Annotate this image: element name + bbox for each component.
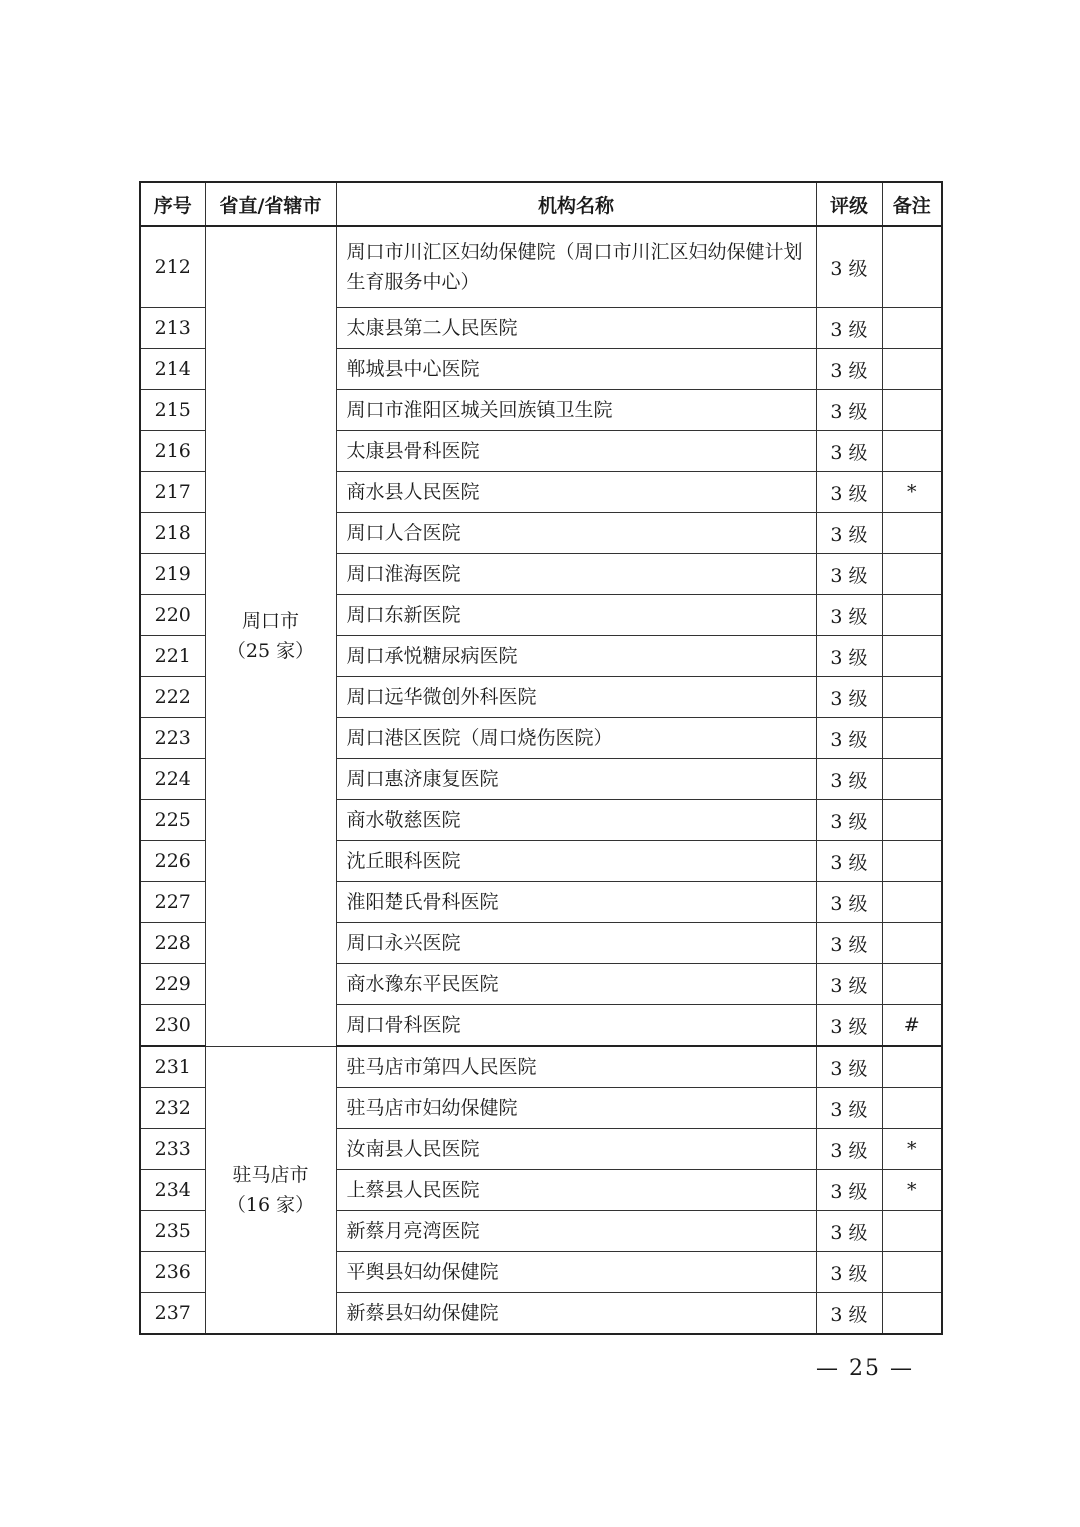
- institution-name-cell: 驻马店市第四人民医院: [336, 1046, 816, 1088]
- institution-name-cell: 周口承悦糖尿病医院: [336, 636, 816, 677]
- remark-cell: [882, 882, 942, 923]
- serial-number-cell: 237: [140, 1293, 205, 1335]
- serial-number-cell: 226: [140, 841, 205, 882]
- region-cell: [205, 1046, 336, 1334]
- institution-name-cell: 汝南县人民医院: [336, 1129, 816, 1170]
- rating-cell: 3 级: [816, 226, 882, 308]
- serial-number-cell: 218: [140, 513, 205, 554]
- serial-number-cell: 215: [140, 390, 205, 431]
- rating-cell: 3 级: [816, 759, 882, 800]
- institution-name-cell: 周口港区医院（周口烧伤医院）: [336, 718, 816, 759]
- rating-cell: 3 级: [816, 431, 882, 472]
- institution-name-cell: 太康县第二人民医院: [336, 308, 816, 349]
- serial-number-cell: 228: [140, 923, 205, 964]
- institution-name-cell: 商水县人民医院: [336, 472, 816, 513]
- institution-name-cell: 周口市川汇区妇幼保健院（周口市川汇区妇幼保健计划生育服务中心）: [336, 226, 816, 308]
- header-rating: 评级: [816, 182, 882, 226]
- rating-cell: 3 级: [816, 964, 882, 1005]
- rating-cell: 3 级: [816, 1046, 882, 1088]
- remark-cell: [882, 800, 942, 841]
- remark-cell: [882, 718, 942, 759]
- remark-cell: [882, 636, 942, 677]
- serial-number-cell: 232: [140, 1088, 205, 1129]
- institution-name-cell: 周口惠济康复医院: [336, 759, 816, 800]
- rating-cell: 3 级: [816, 1252, 882, 1293]
- remark-cell: [882, 308, 942, 349]
- region-cell: [205, 226, 336, 1046]
- serial-number-cell: 235: [140, 1211, 205, 1252]
- serial-number-cell: 236: [140, 1252, 205, 1293]
- rating-cell: 3 级: [816, 882, 882, 923]
- table-row: [140, 1046, 942, 1088]
- remark-cell: [882, 431, 942, 472]
- institution-name-cell: 沈丘眼科医院: [336, 841, 816, 882]
- rating-cell: 3 级: [816, 718, 882, 759]
- serial-number-cell: 224: [140, 759, 205, 800]
- region-name: 驻马店市: [232, 1163, 309, 1186]
- serial-number-cell: 230: [140, 1005, 205, 1047]
- serial-number-cell: 227: [140, 882, 205, 923]
- remark-cell: [882, 964, 942, 1005]
- institution-name-cell: 上蔡县人民医院: [336, 1170, 816, 1211]
- page-number: — 25 —: [816, 1356, 914, 1381]
- institution-name-cell: 驻马店市妇幼保健院: [336, 1088, 816, 1129]
- serial-number-cell: 229: [140, 964, 205, 1005]
- serial-number-cell: 214: [140, 349, 205, 390]
- serial-number-cell: 220: [140, 595, 205, 636]
- remark-cell: [882, 595, 942, 636]
- rating-cell: 3 级: [816, 349, 882, 390]
- institution-name-cell: 周口永兴医院: [336, 923, 816, 964]
- institution-name-cell: 新蔡县妇幼保健院: [336, 1293, 816, 1335]
- institution-name-cell: 周口人合医院: [336, 513, 816, 554]
- rating-cell: 3 级: [816, 1170, 882, 1211]
- rating-cell: 3 级: [816, 554, 882, 595]
- header-row: [140, 182, 942, 226]
- table-row: [140, 226, 942, 308]
- institution-name-cell: 平舆县妇幼保健院: [336, 1252, 816, 1293]
- remark-cell: #: [882, 1005, 942, 1047]
- rating-cell: 3 级: [816, 1129, 882, 1170]
- rating-cell: 3 级: [816, 923, 882, 964]
- rating-cell: 3 级: [816, 1293, 882, 1335]
- institution-name-cell: 周口市淮阳区城关回族镇卫生院: [336, 390, 816, 431]
- institution-name-cell: 商水豫东平民医院: [336, 964, 816, 1005]
- rating-cell: 3 级: [816, 513, 882, 554]
- rating-cell: 3 级: [816, 472, 882, 513]
- header-serial: 序号: [140, 182, 205, 226]
- region-count: （16 家）: [226, 1193, 315, 1216]
- rating-cell: 3 级: [816, 390, 882, 431]
- rating-cell: 3 级: [816, 1005, 882, 1047]
- serial-number-cell: 233: [140, 1129, 205, 1170]
- serial-number-cell: 223: [140, 718, 205, 759]
- institution-table: [139, 181, 943, 1335]
- institution-name-cell: 周口骨科医院: [336, 1005, 816, 1047]
- region-count: （25 家）: [226, 640, 315, 663]
- serial-number-cell: 217: [140, 472, 205, 513]
- remark-cell: [882, 1046, 942, 1088]
- rating-cell: 3 级: [816, 841, 882, 882]
- header-region: 省直/省辖市: [205, 182, 336, 226]
- rating-cell: 3 级: [816, 677, 882, 718]
- rating-cell: 3 级: [816, 636, 882, 677]
- serial-number-cell: 234: [140, 1170, 205, 1211]
- remark-cell: [882, 554, 942, 595]
- serial-number-cell: 213: [140, 308, 205, 349]
- serial-number-cell: 212: [140, 226, 205, 308]
- institution-name-cell: 太康县骨科医院: [336, 431, 816, 472]
- rating-cell: 3 级: [816, 1088, 882, 1129]
- institution-name-cell: 新蔡月亮湾医院: [336, 1211, 816, 1252]
- serial-number-cell: 222: [140, 677, 205, 718]
- institution-name-cell: 周口淮海医院: [336, 554, 816, 595]
- table-body: [140, 226, 942, 1334]
- rating-cell: 3 级: [816, 1211, 882, 1252]
- region-name: 周口市: [241, 610, 299, 633]
- serial-number-cell: 225: [140, 800, 205, 841]
- institution-name-cell: 淮阳楚氏骨科医院: [336, 882, 816, 923]
- institution-name-cell: 商水敬慈医院: [336, 800, 816, 841]
- remark-cell: *: [882, 1170, 942, 1211]
- remark-cell: [882, 226, 942, 308]
- remark-cell: [882, 1211, 942, 1252]
- rating-cell: 3 级: [816, 595, 882, 636]
- remark-cell: *: [882, 1129, 942, 1170]
- remark-cell: [882, 841, 942, 882]
- remark-cell: [882, 390, 942, 431]
- rating-cell: 3 级: [816, 308, 882, 349]
- remark-cell: [882, 1293, 942, 1335]
- institution-name-cell: 郸城县中心医院: [336, 349, 816, 390]
- serial-number-cell: 216: [140, 431, 205, 472]
- remark-cell: [882, 1252, 942, 1293]
- remark-cell: [882, 1088, 942, 1129]
- serial-number-cell: 221: [140, 636, 205, 677]
- institution-name-cell: 周口远华微创外科医院: [336, 677, 816, 718]
- serial-number-cell: 231: [140, 1046, 205, 1088]
- remark-cell: [882, 923, 942, 964]
- remark-cell: [882, 759, 942, 800]
- header-remarks: 备注: [882, 182, 942, 226]
- remark-cell: [882, 513, 942, 554]
- header-institution-name: 机构名称: [336, 182, 816, 226]
- institution-name-cell: 周口东新医院: [336, 595, 816, 636]
- remark-cell: *: [882, 472, 942, 513]
- serial-number-cell: 219: [140, 554, 205, 595]
- remark-cell: [882, 349, 942, 390]
- remark-cell: [882, 677, 942, 718]
- rating-cell: 3 级: [816, 800, 882, 841]
